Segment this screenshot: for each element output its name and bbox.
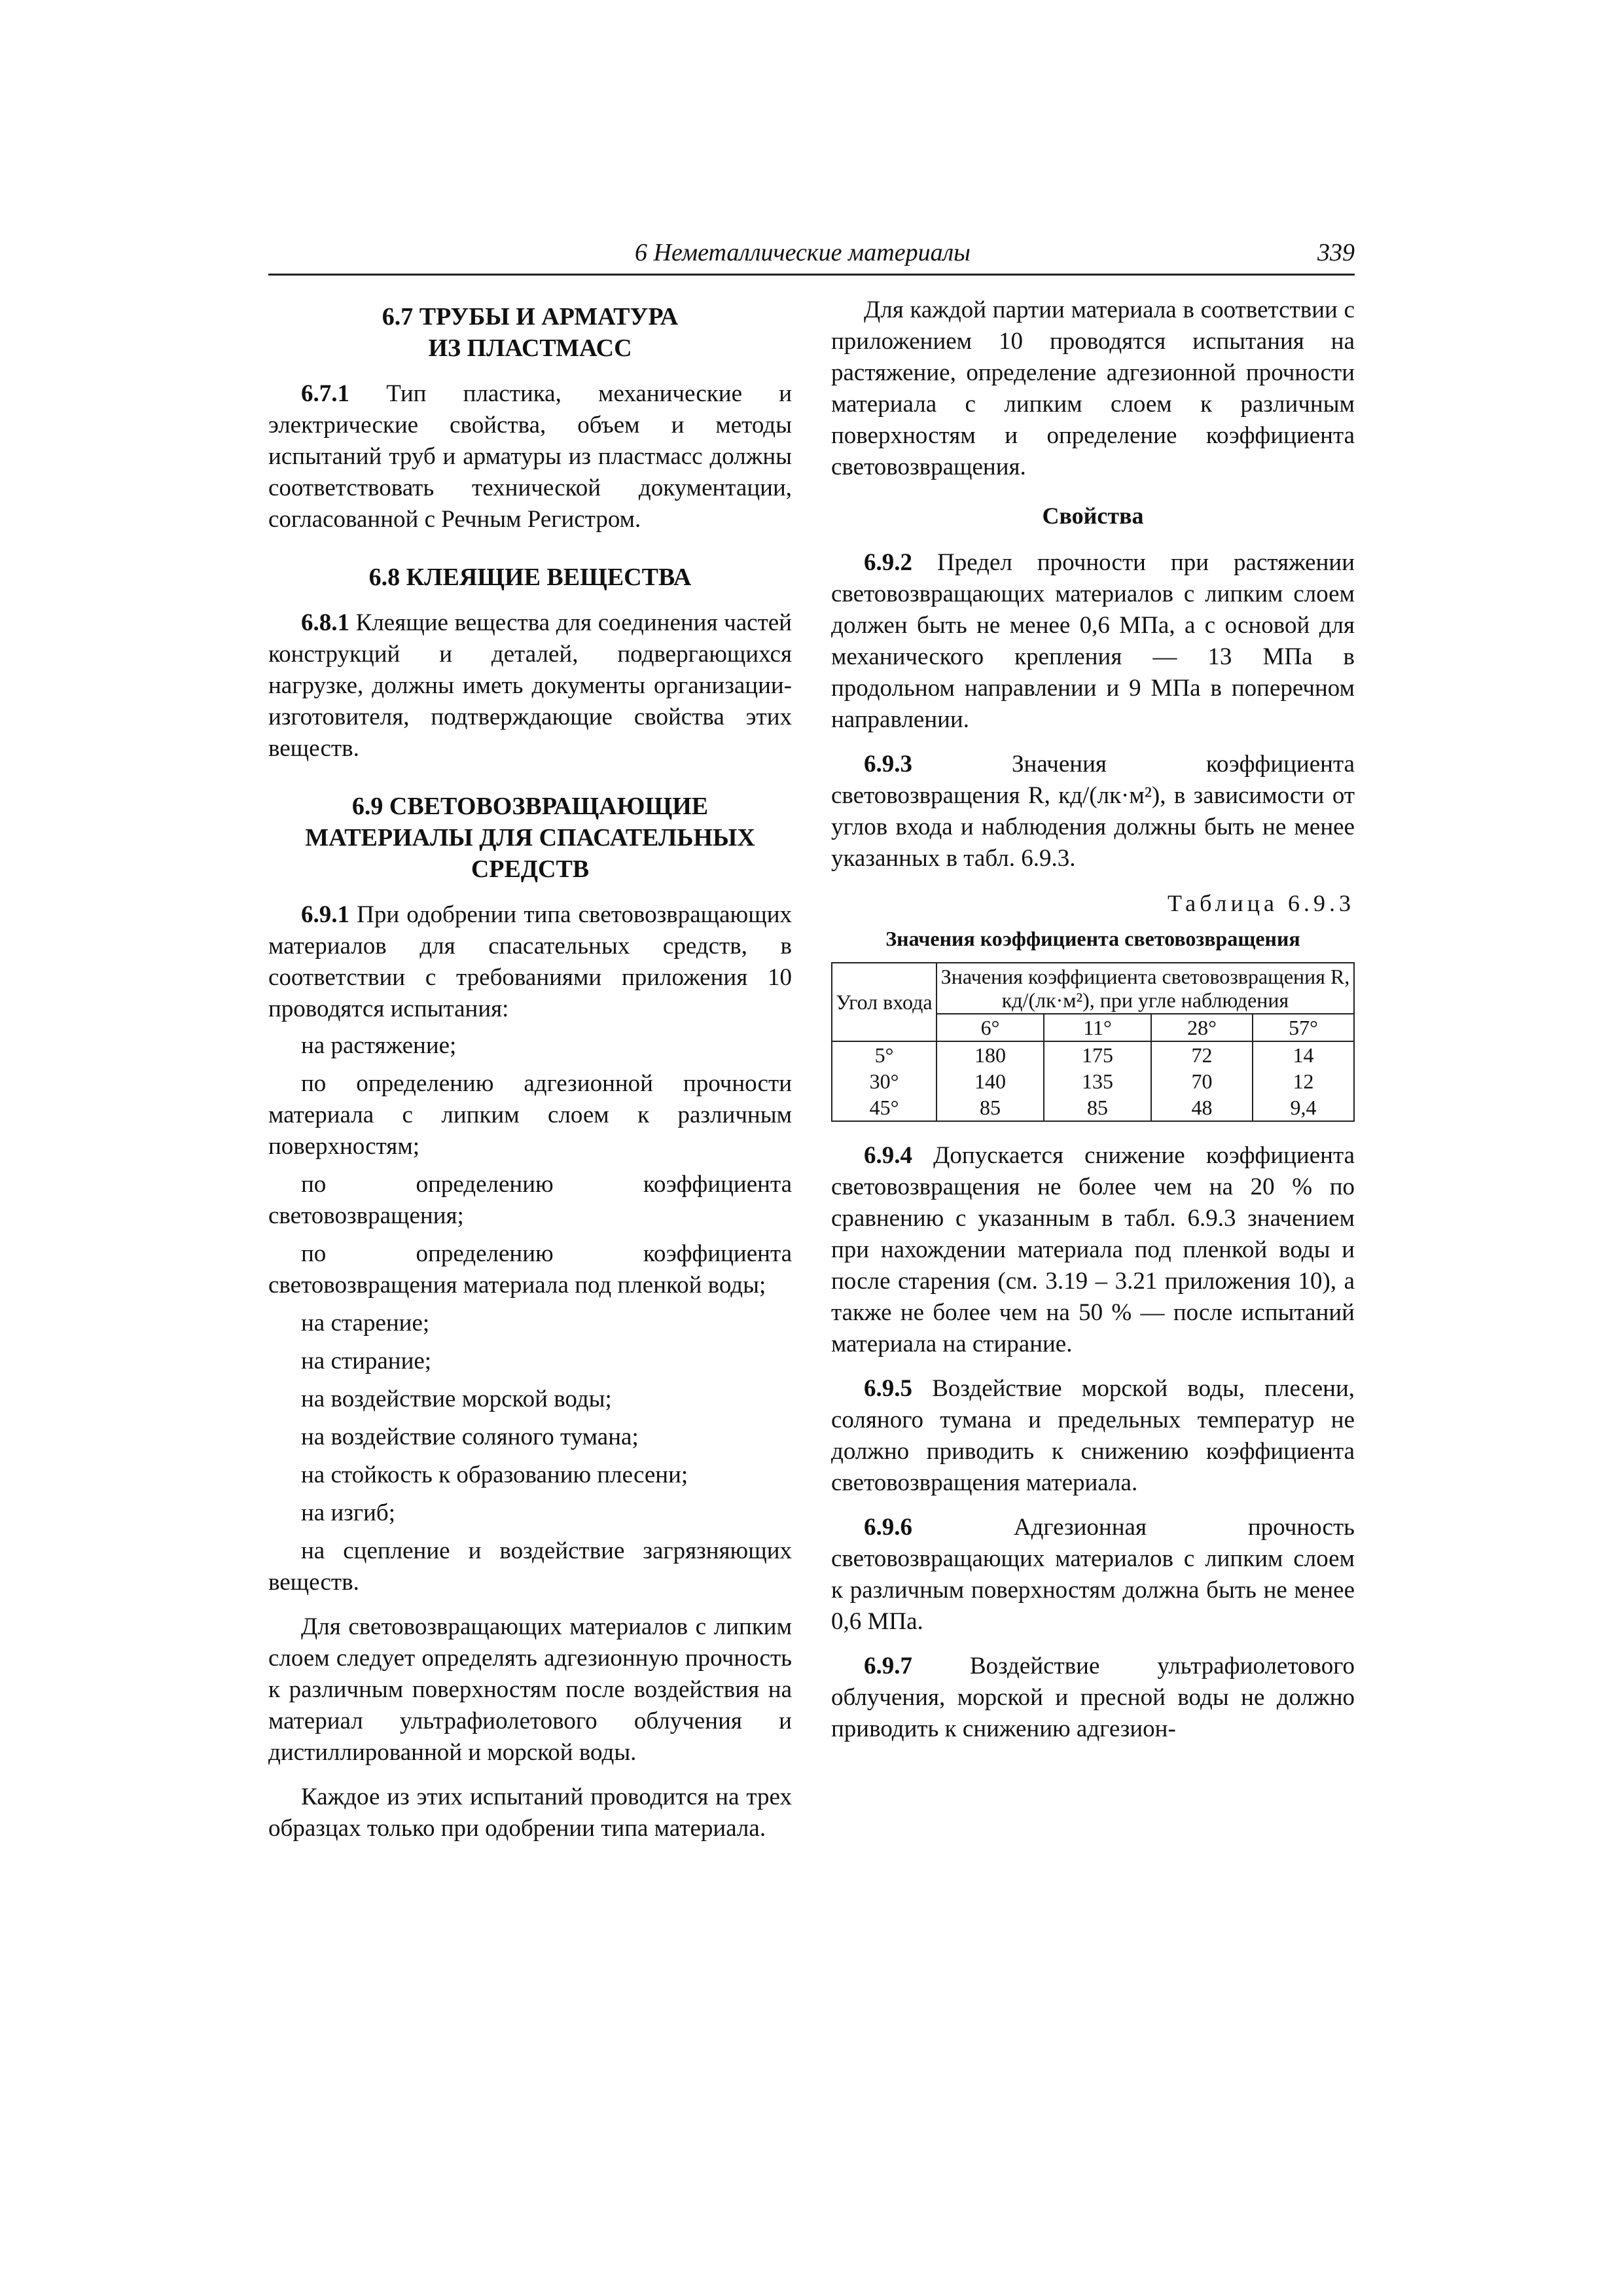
table-row bbox=[832, 1068, 1354, 1094]
clause-number: 6.7.1 bbox=[301, 380, 349, 407]
paragraph-text: Воздействие ультрафиолетового облучения, морской и пресной воды не должно приводить к снижению адгезион- bbox=[831, 1653, 1355, 1742]
right-column bbox=[831, 295, 1355, 1758]
value-cell: 72 bbox=[1151, 1041, 1253, 1068]
value-cell: 12 bbox=[1253, 1068, 1354, 1094]
paragraph-6-9-5 bbox=[831, 1373, 1355, 1499]
heading-line: МАТЕРИАЛЫ ДЛЯ СПАСАТЕЛЬНЫХ bbox=[305, 824, 755, 852]
heading-line: ИЗ ПЛАСТМАСС bbox=[428, 334, 632, 362]
table-row bbox=[832, 1094, 1354, 1121]
heading-properties: Свойства bbox=[1042, 503, 1144, 529]
paragraph-text: Предел прочности при растяжении световозвращающих материалов с липким слоем должен быть не менее 0,6 МПа, а с основой для механического крепления — 13 МПа в продольном направлении и 9 МПа в поперечном направлении. bbox=[831, 549, 1355, 733]
paragraph-6-9-4 bbox=[831, 1140, 1355, 1360]
heading-line: 6.7 ТРУБЫ И АРМАТУРА bbox=[382, 303, 679, 331]
paragraph-text: Клеящие вещества для соединения частей конструкций и деталей, подвергающихся нагрузке, должны иметь документы организации-изготовителя, подтверждающие свойства этих веществ. bbox=[268, 609, 792, 762]
observation-group-header: Значения коэффициента световозвращения R, кд/(лк·м²), при угле наблюдения bbox=[936, 963, 1354, 1014]
test-item: по определению коэффициента световозвращения; bbox=[268, 1171, 792, 1229]
clause-number: 6.9.4 bbox=[864, 1142, 912, 1169]
paragraph-text: При одобрении типа световозвращающих материалов для спасательных средств, в соответствии с требованиями приложения 10 проводятся испытания: bbox=[268, 901, 792, 1022]
clause-number: 6.9.7 bbox=[864, 1653, 912, 1679]
obs-angle-header: 57° bbox=[1253, 1014, 1354, 1041]
test-item: на сцепление и воздействие загрязняющих веществ. bbox=[268, 1537, 792, 1596]
paragraph-text: Адгезионная прочность световозвращающих материалов с липким слоем к различным поверхностям должна быть не менее 0,6 МПа. bbox=[831, 1514, 1355, 1635]
left-column bbox=[268, 295, 792, 1857]
paragraph-6-8-1 bbox=[268, 607, 792, 764]
value-cell: 135 bbox=[1044, 1068, 1151, 1094]
paragraph-each-test: Каждое из этих испытаний проводится на трех образцах только при одобрении типа материала. bbox=[268, 1784, 792, 1842]
heading-6-9 bbox=[268, 791, 792, 885]
value-cell: 70 bbox=[1151, 1068, 1253, 1094]
value-cell: 14 bbox=[1253, 1041, 1354, 1068]
test-item: на воздействие соляного тумана; bbox=[301, 1424, 639, 1450]
test-item: на стойкость к образованию плесени; bbox=[301, 1462, 688, 1488]
clause-number: 6.9.1 bbox=[301, 901, 349, 928]
test-item: по определению коэффициента световозвращения материала под пленкой воды; bbox=[268, 1240, 792, 1299]
entry-angle-cell: 30° bbox=[832, 1068, 936, 1094]
clause-number: 6.9.3 bbox=[864, 751, 912, 778]
table-caption: Таблица 6.9.3 bbox=[1168, 890, 1355, 916]
test-item: на изгиб; bbox=[301, 1499, 395, 1526]
paragraph-6-9-2 bbox=[831, 547, 1355, 736]
paragraph-text: Тип пластика, механические и электрические свойства, объем и методы испытаний труб и арматуры из пластмасс должны соответствовать технической документации, согласованной с Речным Регистром. bbox=[268, 380, 792, 533]
retroreflection-table bbox=[831, 962, 1355, 1122]
paragraph-text: Допускается снижение коэффициента световозвращения не более чем на 20 % по сравнению с указанным в табл. 6.9.3 значением при нахождении материала под пленкой воды и после старения (см. 3.19 – 3.21 приложения 10), а также не более чем на 50 % — после испытаний материала на стирание. bbox=[831, 1142, 1355, 1357]
entry-angle-cell: 5° bbox=[832, 1041, 936, 1068]
table-row bbox=[832, 1041, 1354, 1068]
section-title: 6 Неметаллические материалы bbox=[635, 239, 971, 266]
paragraph-6-9-7 bbox=[831, 1651, 1355, 1745]
paragraph-text: Значения коэффициента световозвращения R, кд/(лк·м²), в зависимости от углов входа и наблюдения должны быть не менее указанных в табл. 6.9.3. bbox=[831, 751, 1355, 872]
paragraph-adhesive: Для световозвращающих материалов с липким слоем следует определять адгезионную прочность к различным поверхностям после воздействия на материал ультрафиолетового облучения и дистиллированной и морской воды. bbox=[268, 1613, 792, 1766]
value-cell: 85 bbox=[936, 1094, 1044, 1121]
value-cell: 175 bbox=[1044, 1041, 1151, 1068]
heading-line: 6.9 СВЕТОВОЗВРАЩАЮЩИЕ bbox=[351, 793, 709, 820]
heading-line: СРЕДСТВ bbox=[471, 855, 590, 883]
obs-angle-header: 28° bbox=[1151, 1014, 1253, 1041]
clause-number: 6.9.2 bbox=[864, 549, 912, 576]
value-cell: 48 bbox=[1151, 1094, 1253, 1121]
page-number: 339 bbox=[1317, 239, 1355, 266]
value-cell: 180 bbox=[936, 1041, 1044, 1068]
running-header bbox=[268, 236, 1355, 276]
test-item: на старение; bbox=[301, 1310, 430, 1336]
entry-angle-cell: 45° bbox=[832, 1094, 936, 1121]
heading-6-8: 6.8 КЛЕЯЩИЕ ВЕЩЕСТВА bbox=[368, 564, 692, 591]
paragraph-text: Воздействие морской воды, плесени, соляного тумана и предельных температур не должно приводить к снижению коэффициента световозвращения материала. bbox=[831, 1375, 1355, 1496]
value-cell: 9,4 bbox=[1253, 1094, 1354, 1121]
clause-number: 6.9.6 bbox=[864, 1514, 912, 1541]
clause-number: 6.9.5 bbox=[864, 1375, 912, 1402]
paragraph-6-9-6 bbox=[831, 1512, 1355, 1638]
test-item: по определению адгезионной прочности материала с липким слоем к различным поверхностям; bbox=[268, 1070, 792, 1160]
test-item: на стирание; bbox=[301, 1348, 432, 1374]
paragraph-batch: Для каждой партии материала в соответствии с приложением 10 проводятся испытания на растяжение, определение адгезионной прочности материала с липким слоем к различным поверхностям и определение коэффициента световозвращения. bbox=[831, 296, 1355, 480]
paragraph-6-7-1 bbox=[268, 378, 792, 535]
value-cell: 85 bbox=[1044, 1094, 1151, 1121]
test-item: на растяжение; bbox=[301, 1032, 457, 1059]
value-cell: 140 bbox=[936, 1068, 1044, 1094]
paragraph-6-9-3 bbox=[831, 749, 1355, 874]
obs-angle-header: 11° bbox=[1044, 1014, 1151, 1041]
clause-number: 6.8.1 bbox=[301, 609, 349, 636]
heading-6-7 bbox=[268, 301, 792, 364]
test-item: на воздействие морской воды; bbox=[301, 1386, 612, 1412]
entry-angle-header: Угол входа bbox=[832, 963, 936, 1041]
paragraph-6-9-1 bbox=[268, 899, 792, 1025]
table-title: Значения коэффициента световозвращения bbox=[885, 927, 1300, 950]
obs-angle-header: 6° bbox=[936, 1014, 1044, 1041]
